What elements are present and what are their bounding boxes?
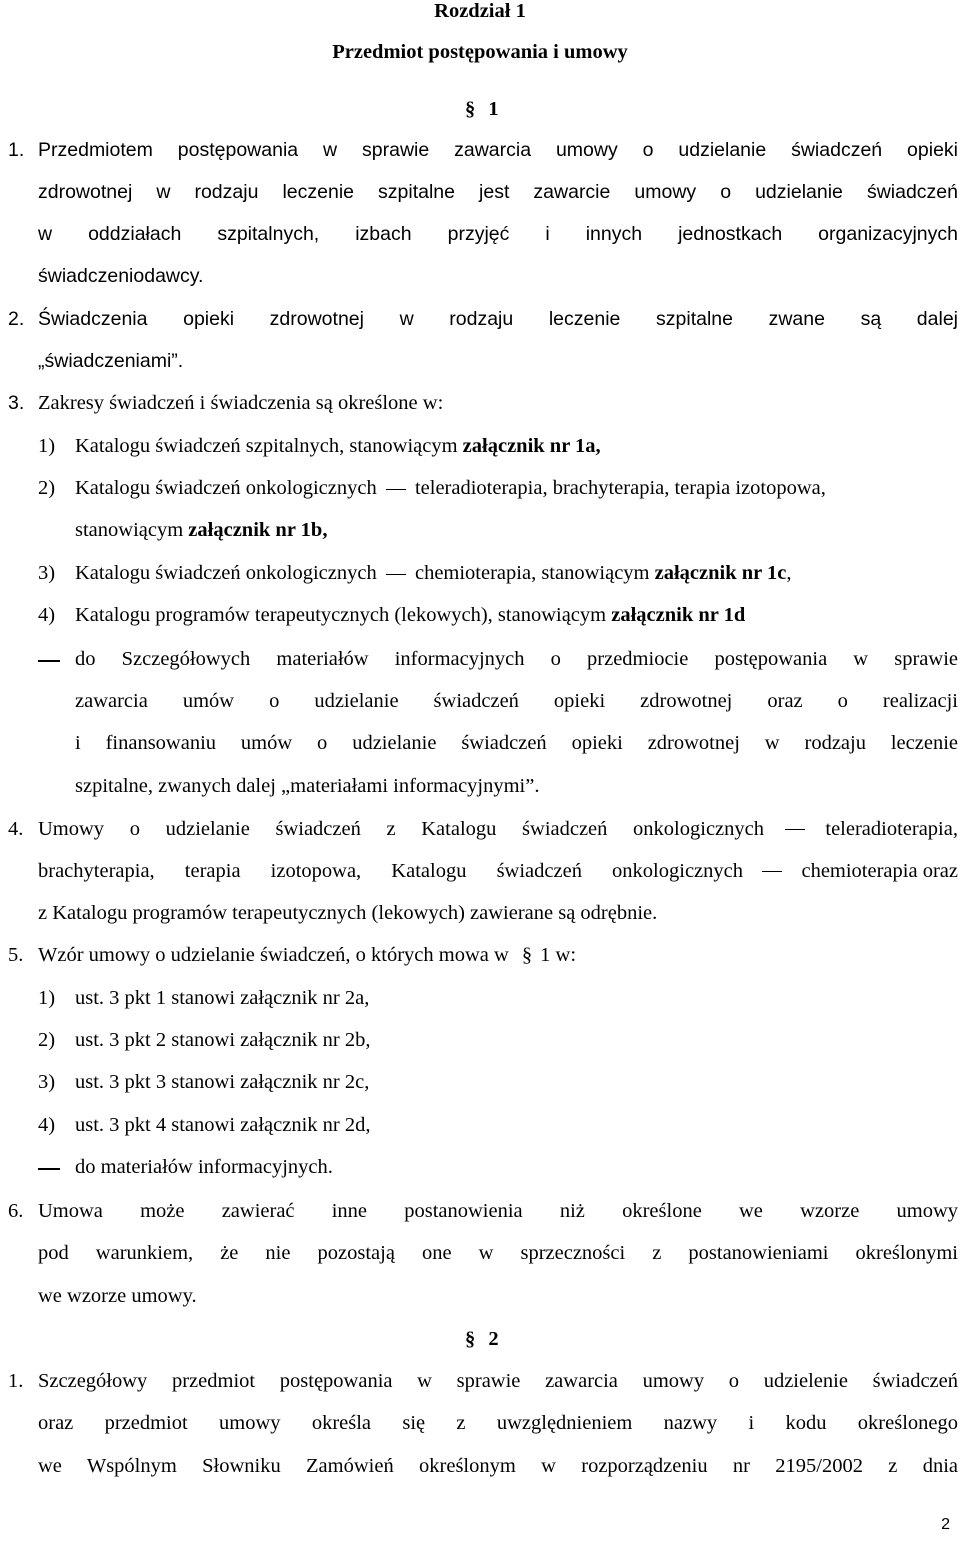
em-dash-icon — [386, 574, 406, 576]
list-item-number: 1) — [38, 435, 56, 457]
dash-item-line: i finansowaniu umów o udzielanie świadczeń opieki zdrowotnej w rodzaju leczenie — [75, 732, 958, 754]
attachment-ref: załącznik nr 1c — [654, 562, 787, 584]
paragraph-2-line: Świadczenia opieki zdrowotnej w rodzaju leczenie szpitalne zwane są dalej — [38, 308, 958, 330]
paragraph-3-intro: Zakresy świadczeń i świadczenia są określone w: — [38, 392, 444, 414]
list-item: ust. 3 pkt 4 stanowi załącznik nr 2d, — [75, 1114, 371, 1136]
list-item: Katalogu programów terapeutycznych (lekowych), stanowiącym załącznik nr 1d — [75, 604, 746, 626]
em-dash-icon — [785, 829, 805, 831]
section-1-heading: § 1 — [465, 98, 499, 120]
s2-paragraph-1-line: we Wspólnym Słowniku Zamówień określonym w rozporządzeniu nr 2195/2002 z dnia — [38, 1455, 958, 1477]
attachment-ref: załącznik nr 1b, — [188, 519, 328, 541]
paragraph-2-line: „świadczeniami”. — [38, 350, 184, 372]
list-item-number: 4) — [38, 604, 56, 626]
list-item-number: 3) — [38, 562, 56, 584]
dash-item-line: do materiałów informacyjnych. — [75, 1156, 333, 1178]
dash-item-line: do Szczegółowych materiałów informacyjnych o przedmiocie postępowania w sprawie — [75, 648, 958, 670]
list-item-number: 3) — [38, 1071, 56, 1093]
paragraph-6-line: we wzorze umowy. — [38, 1285, 197, 1307]
em-dash-icon — [386, 489, 406, 491]
list-item: ust. 3 pkt 3 stanowi załącznik nr 2c, — [75, 1071, 370, 1093]
paragraph-1-line: w oddziałach szpitalnych, izbach przyjęć i innych jednostkach organizacyjnych — [38, 223, 958, 245]
chapter-number: Rozdział 1 — [434, 0, 526, 22]
s2-paragraph-1-line: oraz przedmiot umowy określa się z uwzględnieniem nazwy i kodu określonego — [38, 1412, 958, 1434]
paragraph-6-line: Umowa może zawierać inne postanowienia niż określone we wzorze umowy — [38, 1200, 958, 1222]
paragraph-6-line: pod warunkiem, że nie pozostają one w sprzeczności z postanowieniami określonymi — [38, 1242, 958, 1264]
dash-item-line: szpitalne, zwanych dalej „materiałami informacyjnymi”. — [75, 775, 540, 797]
attachment-ref: załącznik nr 1d — [611, 604, 746, 626]
paragraph-1-line: zdrowotnej w rodzaju leczenie szpitalne jest zawarcie umowy o udzielanie świadczeń — [38, 181, 958, 203]
dash-bullet-icon — [38, 660, 60, 662]
list-item: Katalogu świadczeń onkologicznych teleradioterapia, brachyterapia, terapia izotopowa, — [75, 477, 826, 499]
list-item-number: 2) — [38, 477, 56, 499]
paragraph-4-line: brachyterapia, terapia izotopowa, Katalogu świadczeń onkologicznych chemioterapia oraz — [38, 860, 958, 882]
dash-item-line: zawarcia umów o udzielanie świadczeń opieki zdrowotnej oraz o realizacji — [75, 690, 958, 712]
list-item-number: 4) — [38, 1114, 56, 1136]
list-item-continuation: stanowiącym załącznik nr 1b, — [75, 519, 328, 541]
paragraph-5-number: 5. — [8, 944, 24, 966]
paragraph-4-line: Umowy o udzielanie świadczeń z Katalogu świadczeń onkologicznych teleradioterapia, — [38, 818, 958, 840]
attachment-ref: załącznik nr 1a, — [462, 435, 601, 457]
s2-paragraph-1-number: 1. — [8, 1370, 24, 1392]
list-item-number: 2) — [38, 1029, 56, 1051]
paragraph-3-number: 3. — [8, 392, 25, 414]
list-item-number: 1) — [38, 987, 56, 1009]
paragraph-1-line: Przedmiotem postępowania w sprawie zawarcia umowy o udzielanie świadczeń opieki — [38, 139, 958, 161]
list-item: ust. 3 pkt 2 stanowi załącznik nr 2b, — [75, 1029, 371, 1051]
s2-paragraph-1-line: Szczegółowy przedmiot postępowania w sprawie zawarcia umowy o udzielenie świadczeń — [38, 1370, 958, 1392]
section-2-heading: § 2 — [465, 1328, 499, 1350]
list-item: Katalogu świadczeń onkologicznych chemioterapia, stanowiącym załącznik nr 1c, — [75, 562, 792, 584]
section-sign-icon: § — [521, 944, 533, 966]
dash-bullet-icon — [38, 1168, 60, 1170]
page-number: 2 — [941, 1516, 950, 1533]
paragraph-1-number: 1. — [8, 139, 25, 161]
em-dash-icon — [762, 871, 782, 873]
paragraph-4-line: z Katalogu programów terapeutycznych (lekowych) zawierane są odrębnie. — [38, 902, 658, 924]
section-sign-icon: § — [465, 1328, 476, 1350]
list-item: ust. 3 pkt 1 stanowi załącznik nr 2a, — [75, 987, 370, 1009]
paragraph-4-number: 4. — [8, 818, 24, 840]
section-sign-icon: § — [465, 98, 476, 120]
paragraph-1-line: świadczeniodawcy. — [38, 265, 204, 287]
paragraph-2-number: 2. — [8, 308, 25, 330]
chapter-title: Przedmiot postępowania i umowy — [332, 41, 628, 63]
paragraph-5-intro: Wzór umowy o udzielanie świadczeń, o których mowa w § 1 w: — [38, 944, 577, 966]
list-item: Katalogu świadczeń szpitalnych, stanowiącym załącznik nr 1a, — [75, 435, 601, 457]
paragraph-6-number: 6. — [8, 1200, 24, 1222]
